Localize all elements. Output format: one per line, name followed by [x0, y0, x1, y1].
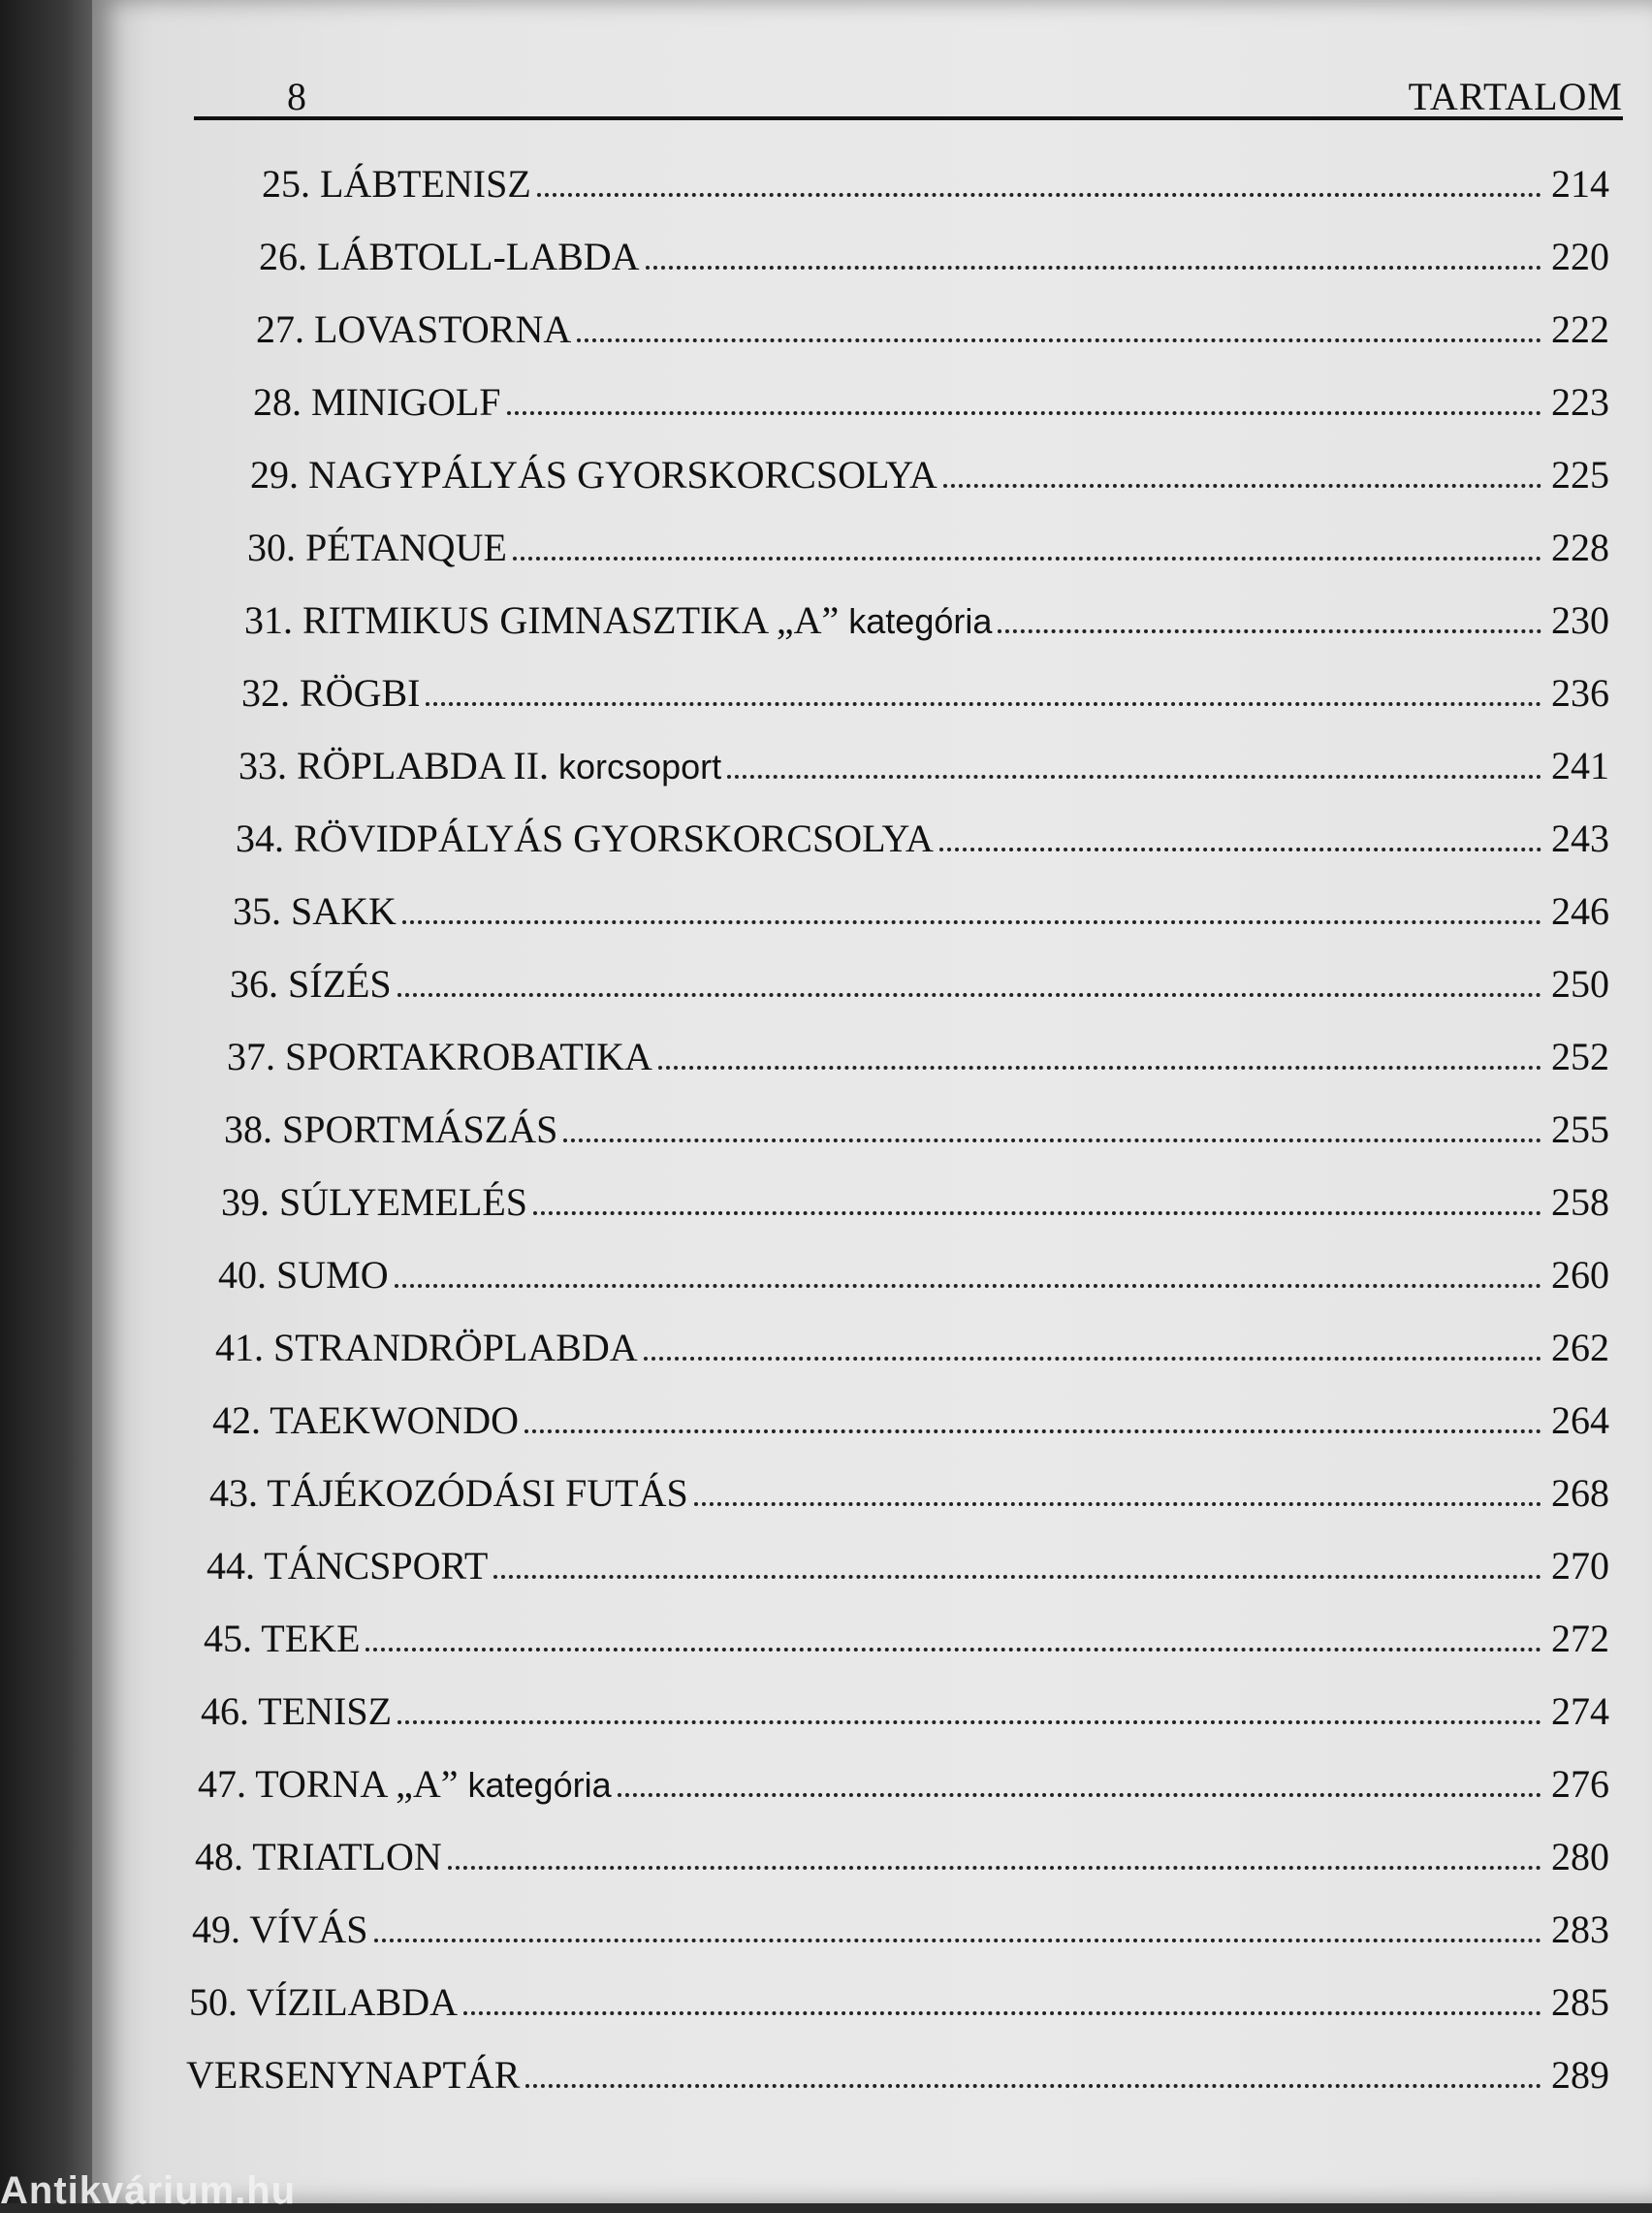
- toc-entry-title-main: 47. TORNA „A”: [198, 1762, 459, 1806]
- toc-entry-page-number: 220: [1551, 235, 1609, 278]
- toc-entry-page-number: 272: [1551, 1617, 1609, 1660]
- toc-entry-title: [218, 1238, 395, 1311]
- toc-entry-page-number: 262: [1551, 1326, 1609, 1369]
- toc-entry-title-main: 40. SUMO: [218, 1253, 389, 1297]
- toc-entry-title-main: 30. PÉTANQUE: [247, 526, 507, 569]
- toc-entry: [244, 584, 1609, 657]
- toc-entry: [189, 1966, 1609, 2038]
- toc-entry: [218, 1238, 1609, 1311]
- toc-entry-title: [201, 1675, 397, 1748]
- dot-leader: [537, 193, 1541, 197]
- toc-entry-title: [209, 1457, 694, 1529]
- toc-entry: [256, 293, 1609, 366]
- toc-entry-title-main: 31. RITMIKUS GIMNASZTIKA „A”: [244, 598, 840, 642]
- toc-entry-title-main: 35. SAKK: [233, 889, 397, 933]
- toc-entry: [259, 220, 1609, 293]
- toc-entry-page-number: 276: [1551, 1762, 1609, 1806]
- toc-entry-title-main: 43. TÁJÉKOZÓDÁSI FUTÁS: [209, 1471, 688, 1515]
- toc-entry-title: [195, 1820, 448, 1893]
- toc-entry-title-main: 38. SPORTMÁSZÁS: [224, 1107, 558, 1151]
- toc-entry-title-main: 34. RÖVIDPÁLYÁS GYORSKORCSOLYA: [236, 817, 934, 860]
- toc-entry-title: [233, 875, 402, 947]
- toc-entry: [262, 147, 1609, 220]
- toc-entry-title: [206, 1529, 493, 1602]
- dot-leader: [513, 557, 1541, 561]
- dot-leader: [943, 484, 1541, 488]
- dot-leader: [493, 1575, 1541, 1579]
- toc-entry-title-main: 26. LÁBTOLL-LABDA: [259, 235, 640, 278]
- toc-entry-title: [230, 947, 397, 1020]
- toc-entry-title: [204, 1602, 365, 1675]
- toc-entry: [230, 947, 1609, 1020]
- dot-leader: [939, 848, 1541, 851]
- dot-leader: [365, 1648, 1541, 1652]
- toc-entry: [236, 802, 1609, 875]
- section-title: TARTALOM: [1408, 75, 1623, 118]
- toc-entry-title-main: 36. SÍZÉS: [230, 962, 392, 1006]
- toc-entry: [195, 1820, 1609, 1893]
- toc-entry-page-number: 228: [1551, 526, 1609, 569]
- toc-entry-page-number: 270: [1551, 1544, 1609, 1588]
- toc-entry-title-main: 46. TENISZ: [201, 1689, 393, 1733]
- toc-entry: [233, 875, 1609, 947]
- toc-entry-title: [224, 1093, 563, 1166]
- toc-entry-page-number: 264: [1551, 1398, 1609, 1442]
- dot-leader: [402, 920, 1541, 924]
- toc-entry-page-number: 280: [1551, 1835, 1609, 1878]
- toc-entry-title-main: 39. SÚLYEMELÉS: [221, 1180, 527, 1224]
- toc-entry-page-number: 258: [1551, 1180, 1609, 1224]
- dot-leader: [563, 1139, 1541, 1142]
- toc-entry-title: [215, 1311, 644, 1384]
- toc-entry-title: [221, 1166, 533, 1238]
- toc-entry-title: [262, 147, 537, 220]
- toc-entry-page-number: 230: [1551, 598, 1609, 642]
- dot-leader: [646, 266, 1541, 270]
- dot-leader: [618, 1793, 1541, 1797]
- watermark: Antikvárium.hu: [0, 2169, 297, 2212]
- toc-entry-title: [227, 1020, 658, 1093]
- toc-entry-title-main: 33. RÖPLABDA II.: [238, 744, 550, 787]
- toc-entry: [192, 1893, 1609, 1966]
- toc-entry-title: [212, 1384, 524, 1457]
- dot-leader: [524, 1429, 1541, 1433]
- book-spine: [0, 0, 107, 2203]
- toc-entry-title-main: 42. TAEKWONDO: [212, 1398, 520, 1442]
- toc-entry-title: [189, 1966, 463, 2038]
- toc-entry-title-main: 32. RÖGBI: [241, 671, 421, 715]
- toc-entry-page-number: 250: [1551, 962, 1609, 1006]
- toc-entry-title: [186, 2038, 525, 2111]
- toc-entry-title-main: 44. TÁNCSPORT: [206, 1544, 489, 1588]
- toc-entry: [247, 511, 1609, 584]
- toc-entry-title-note: kategória: [467, 1765, 612, 1805]
- toc-entry: [227, 1020, 1609, 1093]
- dot-leader: [658, 1066, 1541, 1070]
- toc-entry-title-main: 49. VÍVÁS: [192, 1908, 368, 1951]
- dot-leader: [395, 1284, 1541, 1288]
- toc-entry: [238, 729, 1609, 802]
- toc-entry-page-number: 252: [1551, 1035, 1609, 1078]
- toc-entry-page-number: 225: [1551, 453, 1609, 497]
- toc-entry-title: [250, 438, 943, 511]
- toc-entry-title: [244, 584, 998, 657]
- toc-entry-title-main: 41. STRANDRÖPLABDA: [215, 1326, 638, 1369]
- toc-entry-page-number: 236: [1551, 671, 1609, 715]
- toc-entry: [186, 2038, 1609, 2111]
- toc-entry-title: [236, 802, 939, 875]
- toc-entry: [253, 366, 1609, 438]
- toc-entry-title-main: 28. MINIGOLF: [253, 380, 501, 424]
- toc-entry-title-main: 25. LÁBTENISZ: [262, 162, 531, 206]
- toc-entry: [224, 1093, 1609, 1166]
- dot-leader: [525, 2084, 1541, 2088]
- dot-leader: [533, 1211, 1541, 1215]
- page-header: [194, 68, 1623, 120]
- toc-entry-page-number: 274: [1551, 1689, 1609, 1733]
- toc-entry: [221, 1166, 1609, 1238]
- dot-leader: [463, 2011, 1541, 2015]
- toc-entry-page-number: 246: [1551, 889, 1609, 933]
- toc-entry-title-main: 45. TEKE: [204, 1617, 361, 1660]
- toc-entry: [209, 1457, 1609, 1529]
- toc-entry-title-main: VERSENYNAPTÁR: [186, 2053, 521, 2097]
- toc-entry: [198, 1748, 1609, 1820]
- toc-entry-page-number: 243: [1551, 817, 1609, 860]
- dot-leader: [694, 1502, 1541, 1506]
- dot-leader: [998, 629, 1541, 633]
- toc-entry-title: [259, 220, 646, 293]
- dot-leader: [448, 1866, 1541, 1870]
- dot-leader: [397, 1720, 1541, 1724]
- toc-entry-title: [253, 366, 507, 438]
- dot-leader: [374, 1939, 1541, 1942]
- toc-entry-title-main: 27. LOVASTORNA: [256, 307, 572, 351]
- dot-leader: [397, 993, 1541, 997]
- toc-entry: [215, 1311, 1609, 1384]
- toc-entry-title: [247, 511, 513, 584]
- dot-leader: [507, 411, 1541, 415]
- toc-entry-page-number: 260: [1551, 1253, 1609, 1297]
- toc-entry: [250, 438, 1609, 511]
- toc-entry-title-main: 48. TRIATLON: [195, 1835, 442, 1878]
- toc-entry-page-number: 255: [1551, 1107, 1609, 1151]
- toc-entry: [241, 657, 1609, 729]
- toc-entry-title: [198, 1748, 618, 1821]
- toc-entry: [206, 1529, 1609, 1602]
- dot-leader: [727, 775, 1541, 779]
- toc-entry-page-number: 222: [1551, 307, 1609, 351]
- toc-entry-title: [241, 657, 426, 729]
- toc-entry-page-number: 223: [1551, 380, 1609, 424]
- toc-entry-page-number: 214: [1551, 162, 1609, 206]
- toc-entry-title: [256, 293, 577, 366]
- table-of-contents: [186, 147, 1609, 2111]
- toc-entry-title-main: 50. VÍZILABDA: [189, 1980, 459, 2024]
- toc-entry-title: [192, 1893, 374, 1966]
- page-number: 8: [287, 75, 306, 118]
- toc-entry-page-number: 285: [1551, 1980, 1609, 2024]
- toc-entry-title-note: korcsoport: [558, 747, 722, 786]
- dot-leader: [426, 702, 1541, 706]
- toc-entry-page-number: 289: [1551, 2053, 1609, 2097]
- dot-leader: [644, 1357, 1541, 1361]
- toc-entry-page-number: 241: [1551, 744, 1609, 787]
- toc-entry-title-note: kategória: [848, 601, 993, 641]
- dot-leader: [577, 338, 1541, 342]
- toc-entry-page-number: 283: [1551, 1908, 1609, 1951]
- toc-entry-page-number: 268: [1551, 1471, 1609, 1515]
- toc-entry: [201, 1675, 1609, 1748]
- toc-entry-title-main: 29. NAGYPÁLYÁS GYORSKORCSOLYA: [250, 453, 937, 497]
- toc-entry: [212, 1384, 1609, 1457]
- toc-entry-title: [238, 729, 727, 803]
- toc-entry: [204, 1602, 1609, 1675]
- toc-entry-title-main: 37. SPORTAKROBATIKA: [227, 1035, 652, 1078]
